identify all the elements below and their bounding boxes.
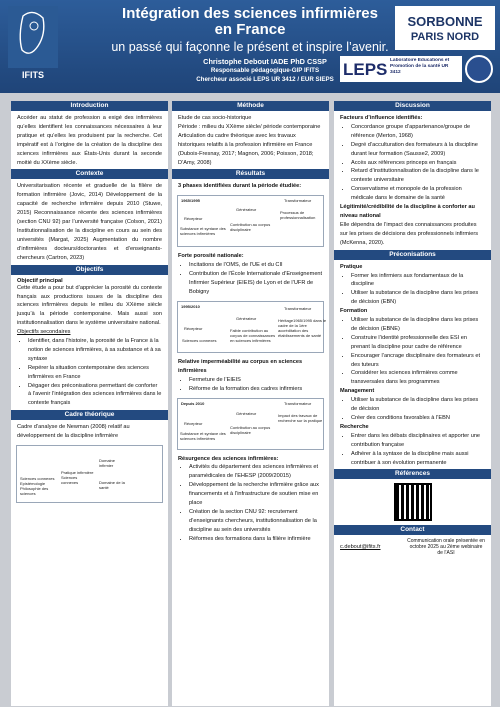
porosite-item: • Incitations de l’OMS, de l’UE et du CII <box>189 261 323 270</box>
phase-note: Contribution au corpus disciplinaire <box>230 222 271 233</box>
discussion-para-1: Légitimité/crédibilité de la discipline à conforter au niveau national <box>340 204 475 219</box>
discussion-heading: Discussion <box>334 101 491 111</box>
contact-email[interactable]: c.debout@ifits.fr <box>340 543 381 550</box>
contact-heading: Contact <box>334 525 491 535</box>
facteurs-heading: Facteurs d’influence identifiés: <box>340 115 423 121</box>
resurgence-item: • Activités du département des sciences infirmières et paramédicales de l’EHESP (2009/20015) <box>189 463 323 481</box>
impermeabilite-item: • Réforme de la formation des cadres infirmiers <box>189 385 323 394</box>
phase-diagram-2 <box>177 301 327 353</box>
references-qr-code[interactable] <box>394 483 432 521</box>
cadre-theorique-heading: Cadre théorique <box>11 410 168 420</box>
porosite-item: • Contribution de l’École Internationale d’Enseignement Infirmier Supérieur (EIEIS) de Lyon et de l’UFR de Bobigny <box>189 270 323 297</box>
phase-step: Générateur <box>236 410 257 416</box>
facteur-item: • Degré d’acculturation des formateurs à la discipline durant leur formation (Sausse2, 2009) <box>351 141 485 159</box>
contexte-heading: Contexte <box>11 169 168 179</box>
objectif-secondaire-item: • Identifier, dans l’histoire, la porosité de la France à la notion de sciences infirmières, à sa substance et à sa syntaxe <box>28 337 162 364</box>
phase-step: Transformateur <box>284 305 312 311</box>
newman-framework-diagram <box>16 445 163 503</box>
resultats-heading: Résultats <box>172 169 329 179</box>
methode-line: Articulation du cadre théorique avec les travaux historiques relatifs à la profession infirmière en France (Dubois-Fresnay, 2017; Magnon, 2006; Poisson, 2018; D’Amy, 2008) <box>178 132 314 166</box>
preconisation-item: • Utiliser la substance de la discipline dans les prises de décision <box>351 396 485 414</box>
facteur-item: • Retard d’institutionnalisation de la discipline dans le contexte universitaire <box>351 167 485 185</box>
phase-note: Impact des travaux de recherche sur la pratique <box>278 412 323 423</box>
preconisation-item: • Encourager l’ancrage disciplinaire des formateurs et des tuteurs <box>351 352 485 370</box>
svg-text:SORBONNE: SORBONNE <box>407 14 483 29</box>
cadre-theorique-text: Cadre d’analyse de Newman (2008) relatif au développement de la discipline infirmière <box>17 424 130 440</box>
newman-label: Domaine infirmier <box>99 458 116 469</box>
objectif-principal-text: Cette étude a pour but d’apprécier la porosité du contexte français aux productions issues de la discipline des sciences infirmières depuis le milieu du XXème siècle jusqu’à la période contemporaine. Mais aussi son institutionnalisation dans le système universitaire national. <box>17 284 162 327</box>
preconisation-group-label: Pratique <box>340 263 363 270</box>
phase-note: Sciences connexes <box>182 337 217 343</box>
phase-period: 1995/2010 <box>181 303 200 309</box>
objectif-secondaire-item: • Repérer la situation contemporaine des sciences infirmières en France <box>28 364 162 382</box>
phase-step: Transformateur <box>284 198 312 204</box>
preconisations-heading: Préconisations <box>334 250 491 260</box>
phase-step: Récepteur <box>184 216 203 222</box>
svg-text:LEPS: LEPS <box>343 60 388 79</box>
phase-note: Faible contribution au corpus de connaissances en sciences infirmières <box>230 327 276 343</box>
author-role-1: Responsable pédagogique-GIP IFITS <box>210 67 320 74</box>
phase-note: Contribution au corpus disciplinaire <box>230 424 271 435</box>
ifits-logo <box>8 6 58 82</box>
preconisation-item: • Adhérer à la syntaxe de la discipline mais aussi contribuer à son évolution permanente <box>351 450 485 468</box>
facteur-item: • Concordance groupe d’appartenance/groupe de référence (Merton, 1968) <box>351 123 485 141</box>
column-left <box>11 101 168 706</box>
phase-step: Transformateur <box>284 400 312 406</box>
resurgence-item: • Réformes des formations dans la filière infirmière <box>189 535 323 544</box>
preconisation-item: • Construire l’identité professionnelle des ESI en prenant la discipline pour cadre de référence <box>351 334 485 352</box>
phase-diagram-1 <box>177 195 324 247</box>
phase-note: Héritage1965/1995 dans le cadre de la 1ère accréditation des établissements de santé <box>278 317 327 338</box>
preconisation-item: • Utiliser la substance de la discipline dans les prises de décision (EBNE) <box>351 316 485 334</box>
phase-step: Générateur <box>236 315 257 321</box>
phase-step: Récepteur <box>184 420 203 426</box>
impermeabilite-heading: Relative imperméabilité au corpus en sciences infirmières <box>178 358 303 374</box>
objectif-secondaire-item: • Dégager des préconisations permettant de conforter à l’avenir l’intégration des sciences infirmières dans le contexte français <box>28 382 162 409</box>
resurgence-heading: Résurgence des sciences infirmières: <box>178 455 279 462</box>
newman-label: Pratique infirmière Sciences connexes <box>61 470 94 486</box>
preconisation-item: • Entrer dans les débats disciplinaires et apporter une contribution française <box>351 432 485 450</box>
column-right <box>334 101 491 706</box>
contact-note: Communication orale présentée en octobre 2025 au 2ème webinaire de l’ASI <box>407 538 485 557</box>
author-role-2: Chercheur associé LEPS UR 3412 / EUR SIEPS <box>196 76 334 83</box>
preconisation-item: • Créer des conditions favorables à l’EBN <box>351 414 485 423</box>
porosite-heading: Forte porosité nationale: <box>178 253 244 260</box>
svg-text:PARIS NORD: PARIS NORD <box>410 31 480 43</box>
preconisation-item: • Utiliser la substance de la discipline dans les prises de décision (EBN) <box>351 289 485 307</box>
svg-text:IFITS: IFITS <box>22 70 44 80</box>
objectifs-heading: Objectifs <box>11 265 168 275</box>
sorbonne-paris-nord-logo <box>395 6 495 50</box>
phase-period: 1965/1995 <box>181 198 200 204</box>
facteur-item: • Accès aux références princeps en français <box>351 159 485 168</box>
facteur-item: • Conservatisme et monopole de la profession médicale dans le domaine de la santé <box>351 185 485 203</box>
column-middle <box>172 101 329 706</box>
references-heading: Références <box>334 469 491 479</box>
preconisation-group-label: Formation <box>340 308 368 315</box>
leps-logo-text: Laboratoire Educations et Promotion de la santé UR 3412 <box>390 58 450 75</box>
round-logo <box>465 55 493 83</box>
resurgence-item: • Développement de la recherche infirmière grâce aux financements et à l’infrastructure de soutien mise en place <box>189 481 323 508</box>
poster-title-line-1: Intégration des sciences infirmières <box>122 5 378 22</box>
methode-line: Période : milieu du XXème siècle/ période contemporaine <box>178 123 321 130</box>
preconisation-item: • Former les infirmiers aux fondamentaux de la discipline <box>351 272 485 290</box>
introduction-text: Accéder au statut de profession a exigé des infirmières qu’elles identifient les connaissances nécessaires à leur pratique et qu’elles les produisent par la recherche. Cet impératif est à l’origine de la création de la discipline des sciences infirmières aux États-Unis durant la seconde moitié du XXème siècle. <box>17 115 162 166</box>
phase-step: Générateur <box>236 207 257 213</box>
phase-note: Substance et syntaxe des sciences infirmières <box>180 430 226 441</box>
phase-note: Substance et syntaxe des sciences infirmières <box>180 226 226 237</box>
leps-logo <box>340 56 462 82</box>
phases-heading: 3 phases identifiées durant la période étudiée: <box>178 183 302 190</box>
newman-label: Sciences connexes Epistémologie Philosophie des sciences <box>20 476 55 497</box>
preconisation-group-label: Recherche <box>340 423 369 430</box>
methode-heading: Méthode <box>172 101 329 111</box>
phase-note: Processus de professionnalisation <box>280 210 316 221</box>
poster-subtitle: un passé qui façonne le présent et inspire l’avenir. <box>111 40 389 54</box>
contexte-text: Universitarisation récente et graduelle de la filière de formation infirmière (Jovic, 2014) Développement de la capacité de recherche infirmière depuis 2010 (Stuwe, 2015) Reconnaissance récente des sciences infirmières (section CNU 92) par l’université française (Colson, 2021) Institutionnalisation de la discipline en cours au sein des universités (Margat, 2025) Augmentation du nombre d’infirmières docteurs/doctorantes et d’enseignants-chercheurs (Cartron, 2023) <box>17 183 162 261</box>
preconisation-item: • Considérer les sciences infirmières comme transversales dans les programmes <box>351 369 485 387</box>
poster-header <box>0 0 500 93</box>
objectif-principal-label: Objectif principal <box>17 277 63 284</box>
resurgence-item: • Création de la section CNU 92: recrutement d’enseignants chercheurs, institutionnalisation de la discipline au sein des universités <box>189 508 323 535</box>
phase-diagram-3 <box>177 398 324 450</box>
poster-title-line-2: en France <box>214 21 286 38</box>
introduction-heading: Introduction <box>11 101 168 111</box>
preconisation-group-label: Management <box>340 388 375 395</box>
phase-step: Récepteur <box>184 325 203 331</box>
newman-label: Domaine de la santé <box>99 480 125 491</box>
impermeabilite-item: • Fermeture de l’EIEIS <box>189 376 323 385</box>
methode-line: Etude de cas socio-historique <box>178 115 252 121</box>
objectifs-secondaires-label: Objectifs secondaires <box>17 329 71 336</box>
discussion-para-2: Elle dépendra de l’impact des connaissances produites sur les prises de décisions des professionnels infirmiers (McKenna, 2020). <box>340 221 479 246</box>
phase-period: Depuis 2010 <box>181 400 205 406</box>
author-name: Christophe Debout IADE PhD CSSP <box>203 57 327 66</box>
